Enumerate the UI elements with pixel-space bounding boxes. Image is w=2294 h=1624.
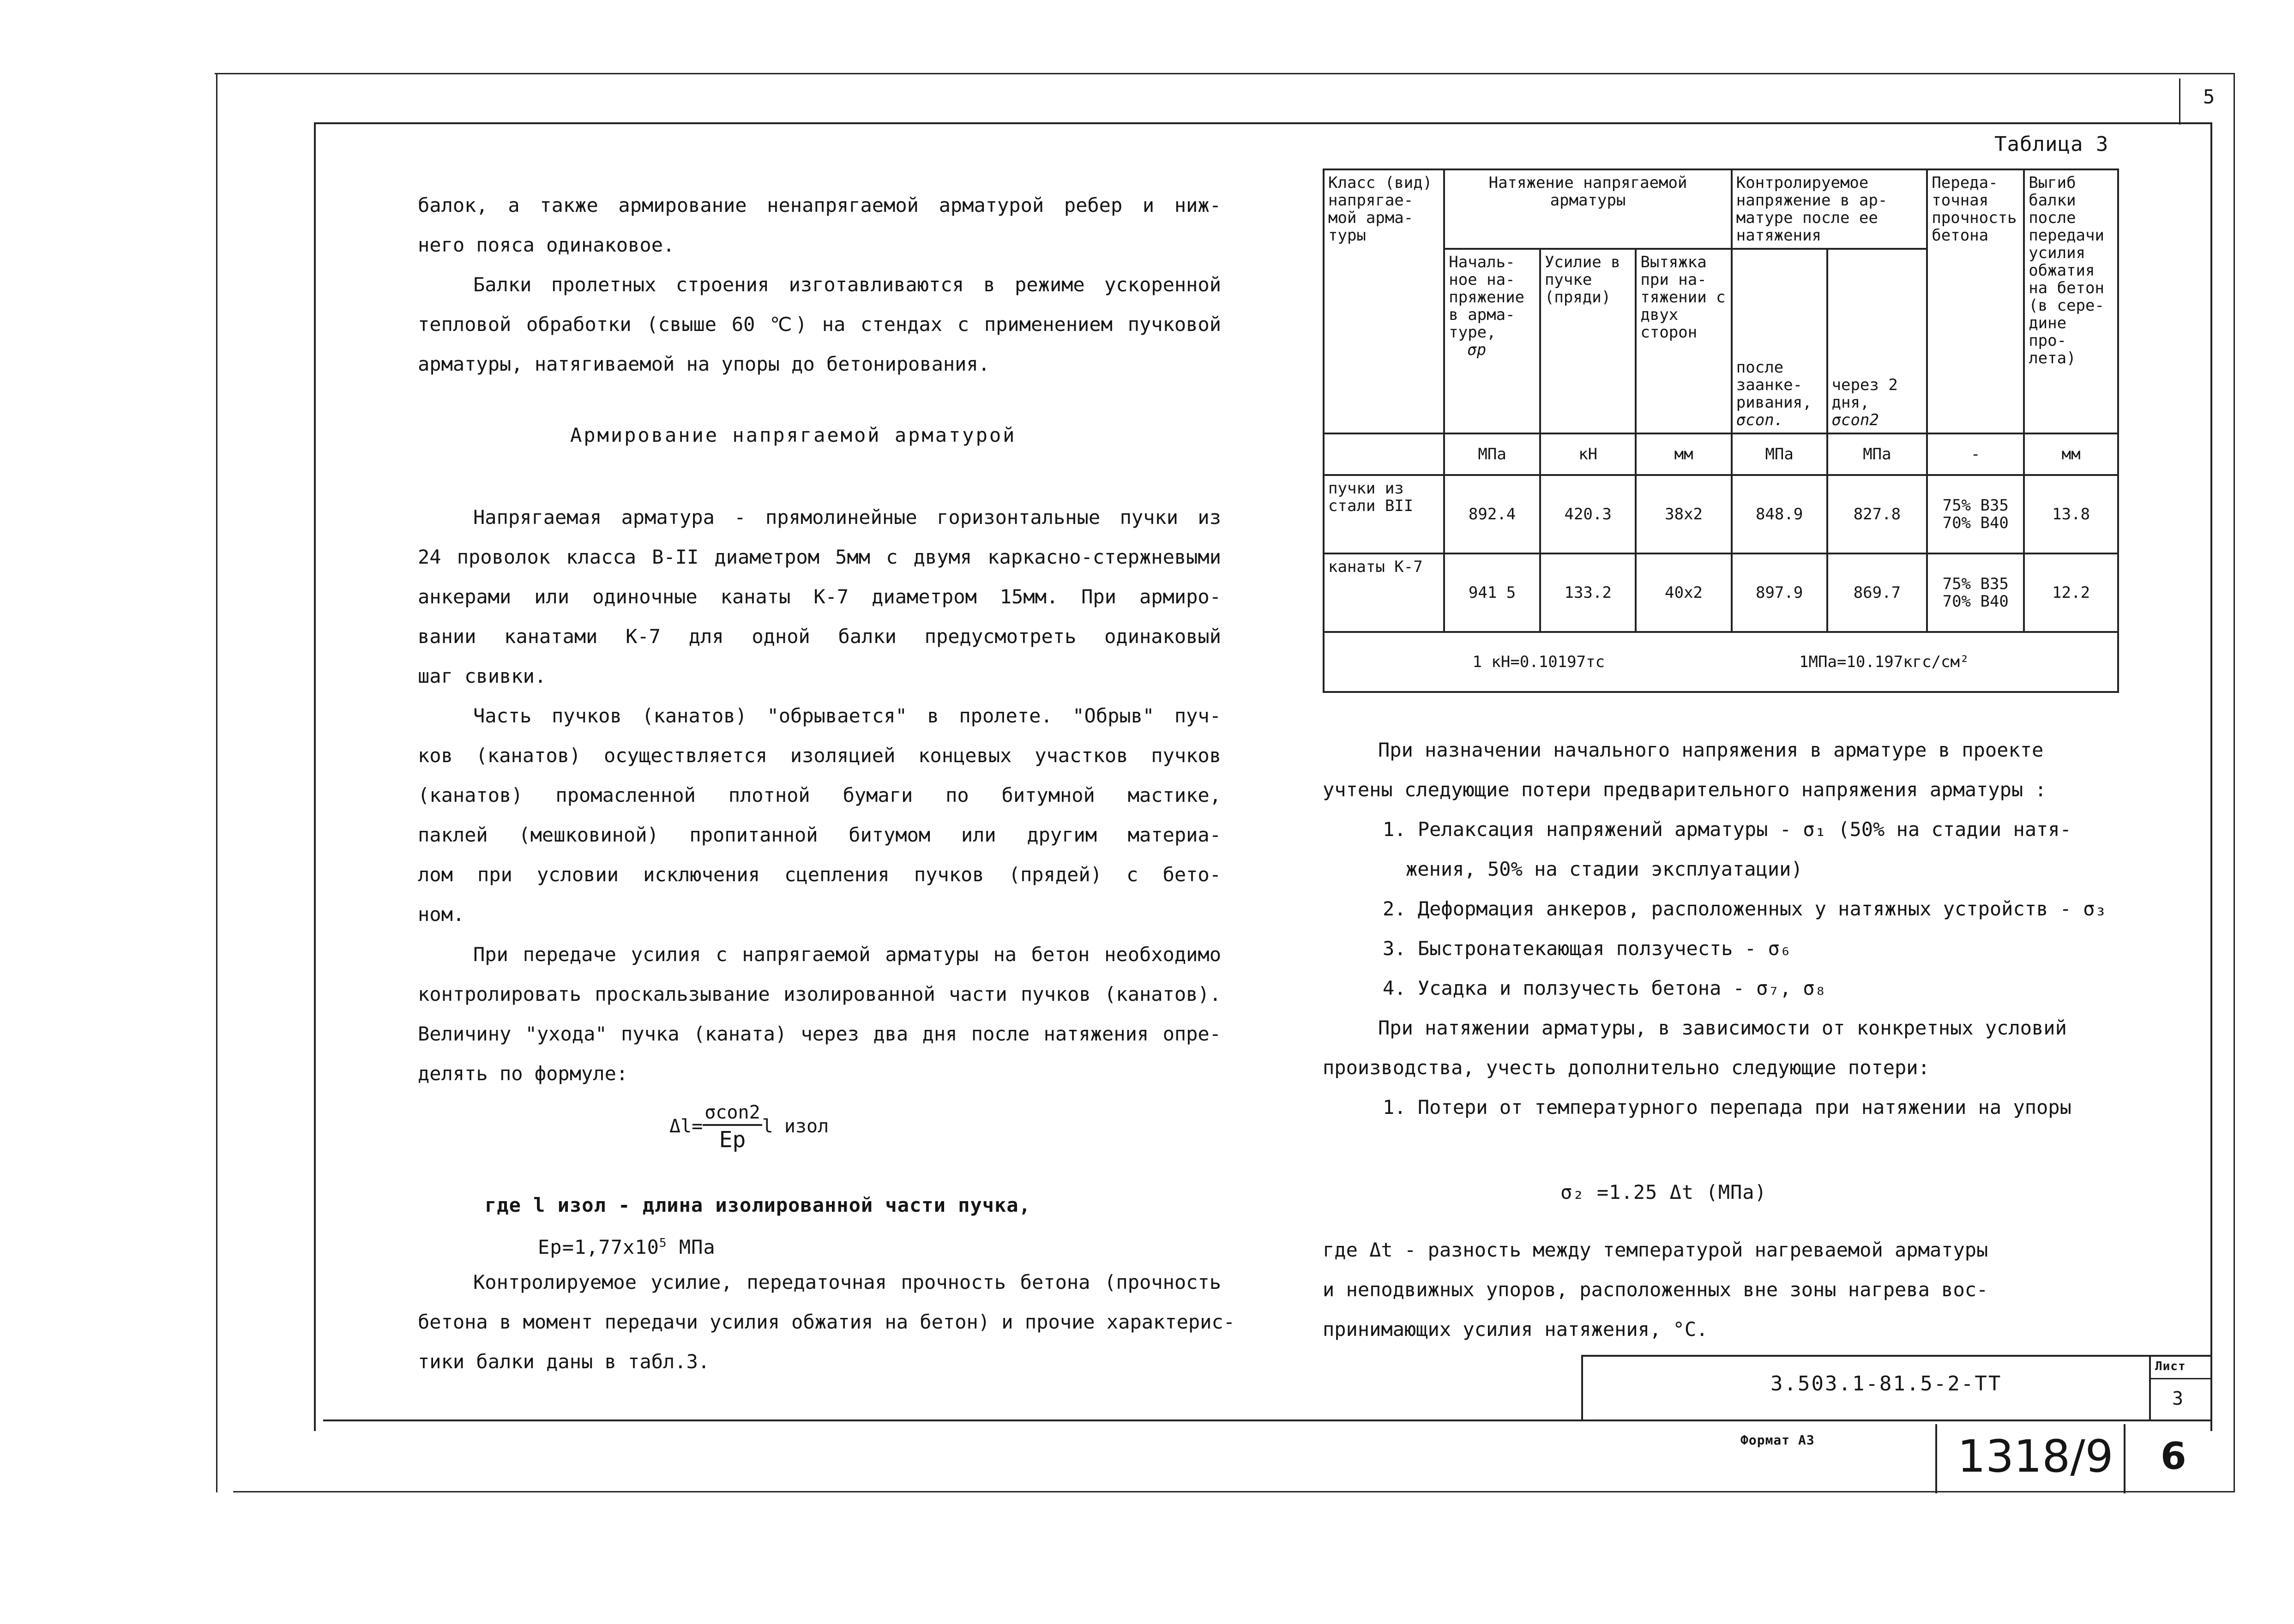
header-initial-symbol: σp (1467, 341, 1487, 359)
left-paragraph-6 (418, 1263, 1235, 1382)
header-after-symbol: σcon. (1736, 411, 1784, 429)
ep-line (538, 1223, 716, 1267)
text-line: При передаче усилия с напрягаемой арматуры на бетон необходимо (473, 943, 1221, 966)
list-item: 1. Потери от температурного перепада при натяжении на упоры (1383, 1096, 2071, 1119)
unit-cell: МПа (1827, 433, 1927, 475)
header-strength: Переда-точная прочность бетона (1927, 169, 2024, 433)
unit-cell: МПа (1732, 433, 1827, 475)
section-heading: Армирование напрягаемой арматурой (570, 424, 1017, 446)
archive-right-line (2124, 1424, 2125, 1493)
header-two-days (1827, 249, 1927, 433)
text-line: арматуры, натягиваемой на упоры до бетонирования. (418, 353, 990, 375)
text-line: При натяжении арматуры, в зависимости от конкретных условий (1378, 1017, 2067, 1039)
list-item: 3. Быстронатекающая ползучесть - σ₆ (1383, 937, 1792, 960)
format-label: Формат А3 (1740, 1432, 1815, 1448)
formula-numerator: σcon2 (703, 1101, 762, 1126)
list-item: 4. Усадка и ползучесть бетона - σ₇, σ₈ (1383, 977, 1826, 999)
units-empty (1324, 433, 1444, 475)
sigma2-formula: σ₂ =1.25 Δt (МПа) (1560, 1181, 1767, 1203)
unit-cell: кН (1540, 433, 1636, 475)
right-paragraph-1 (1323, 730, 2112, 810)
unit-cell: мм (1636, 433, 1731, 475)
header-class: Класс (вид) напрягае-мой арма-туры (1324, 169, 1444, 433)
text-line: шаг свивки. (418, 665, 547, 687)
frame-top-outer (215, 73, 2234, 74)
header-2days-label: через 2 дня, (1831, 376, 1898, 412)
header-force: Усилие в пучке (пряди) (1540, 249, 1636, 433)
cell-sigma-p: 892.4 (1444, 475, 1540, 553)
header-deflection: Выгиб балки после передачи усилия обжатия на бетон (в сере-дине про-лета) (2024, 169, 2118, 433)
stamp-sheet-divider (2149, 1355, 2151, 1420)
ep-exponent: 5 (659, 1236, 667, 1250)
header-elongation: Вытяжка при на-тяжении с двух сторон (1636, 249, 1731, 433)
text-line: При назначении начального напряжения в арматуре в проекте (1378, 739, 2044, 761)
text-line: Величину "ухода" пучка (каната) через два дня после натяжения опре- (418, 1023, 1221, 1045)
formula-lhs: Δl= (669, 1116, 703, 1137)
header-initial-stress (1444, 249, 1540, 433)
cell-strength (1927, 553, 2024, 632)
text-line: бетона в момент передачи усилия обжатия на бетон) и прочие характерис- (418, 1311, 1235, 1333)
text-line: (канатов) промасленной плотной бумаги по битумной мастике, (418, 784, 1221, 806)
table-3 (1323, 168, 2119, 693)
table-caption: Таблица 3 (1994, 132, 2109, 156)
text-line: производства, учесть дополнительно следующие потери: (1323, 1056, 1930, 1079)
sheet-label: Лист (2155, 1359, 2186, 1373)
stamp-sheet-line (2149, 1378, 2210, 1379)
ep-unit: МПа (679, 1236, 716, 1258)
text-line: паклей (мешковиной) пропитанной битумом или другим материа- (418, 824, 1221, 846)
text-line: Напрягаемая арматура - прямолинейные горизонтальные пучки из (473, 506, 1221, 529)
list-item: 1. Релаксация напряжений арматуры - σ₁ (50% на стадии натя- (1383, 818, 2071, 841)
ep-text: Ep=1,77x10 (538, 1236, 659, 1258)
cell-two-days: 869.7 (1827, 553, 1927, 632)
sheet-number: 3 (2172, 1388, 2184, 1409)
list-item: жения, 50% на стадии эксплуатации) (1406, 858, 1803, 880)
left-paragraph-5 (418, 935, 1221, 1094)
right-list-1 (1323, 810, 2112, 1008)
strength-line-2: 70% В40 (1942, 514, 2009, 532)
text-line: ков (канатов) осуществляется изоляцией концевых участков пучков (418, 744, 1221, 767)
strength-line-1: 75% В35 (1942, 496, 2009, 515)
stamp-left-line (1581, 1355, 1583, 1420)
row-name: канаты К-7 (1324, 553, 1444, 632)
cell-force: 420.3 (1540, 475, 1636, 553)
archive-number: 1318/9 (1957, 1431, 2113, 1482)
frame-left-outer (216, 73, 217, 1492)
footnote-mpa: 1МПа=10.197кгс/см² (1799, 653, 1969, 671)
text-line: тики балки даны в табл.3. (418, 1350, 710, 1373)
cell-deflection: 13.8 (2024, 475, 2118, 553)
text-line: ном. (418, 903, 465, 926)
formula-rhs: l изол (762, 1116, 829, 1137)
strength-line-2: 70% В40 (1942, 592, 2009, 611)
frame-bottom-outer (233, 1491, 2234, 1492)
cell-after: 848.9 (1732, 475, 1827, 553)
cell-after: 897.9 (1732, 553, 1827, 632)
text-line: тепловой обработки (свыше 60 ℃) на стендах с применением пучковой (418, 313, 1221, 336)
stamp-top-line (1581, 1355, 2211, 1357)
doc-code: 3.503.1-81.5-2-ТТ (1770, 1372, 2002, 1395)
cell-elongation: 40x2 (1636, 553, 1731, 632)
text-line: 24 проволок класса В-II диаметром 5мм с двумя каркасно-стержневыми (418, 546, 1221, 568)
table-row (1324, 475, 2118, 553)
text-line: вании канатами К-7 для одной балки предусмотреть одинаковый (418, 625, 1221, 648)
header-2days-symbol: σcon2 (1831, 411, 1879, 429)
text-line: Контролируемое усилие, передаточная прочность бетона (прочность (473, 1271, 1221, 1293)
header-initial-label: Началь-ное на-пряжение в арма-туре, (1449, 253, 1525, 342)
corner-divider (2179, 78, 2180, 125)
text-line: и неподвижных упоров, расположенных вне зоны нагрева вос- (1323, 1278, 1988, 1301)
text-line: принимающих усилия натяжения, °С. (1323, 1318, 1708, 1341)
unit-cell: МПа (1444, 433, 1540, 475)
cell-elongation: 38x2 (1636, 475, 1731, 553)
right-paragraph-3 (1323, 1230, 2112, 1349)
left-paragraph-4 (418, 696, 1221, 934)
cell-two-days: 827.8 (1827, 475, 1927, 553)
formula-fraction (703, 1101, 762, 1154)
table-row (1324, 553, 2118, 632)
where-line: где l изол - длина изолированной части пучка, (485, 1194, 1031, 1216)
text-line: балок, а также армирование ненапрягаемой арматурой ребер и ниж- (418, 194, 1221, 217)
page-number: 6 (2161, 1435, 2186, 1478)
text-line: него пояса одинаковое. (418, 234, 675, 256)
frame-left-inner (314, 122, 316, 1431)
list-item: 2. Деформация анкеров, расположенных у натяжных устройств - σ₃ (1383, 897, 2107, 920)
text-line: Часть пучков (канатов) "обрывается" в пролете. "Обрыв" пуч- (473, 704, 1221, 727)
header-after-anchoring (1732, 249, 1827, 433)
frame-top-inner (314, 122, 2211, 124)
cell-sigma-p: 941 5 (1444, 553, 1540, 632)
text-line: учтены следующие потери предварительного напряжения арматуры : (1323, 778, 2047, 801)
table-footnote (1324, 632, 2118, 692)
cell-strength (1927, 475, 2024, 553)
unit-cell: - (1927, 433, 2024, 475)
text-line: лом при условии исключения сцепления пучков (прядей) с бето- (418, 863, 1221, 886)
strength-line-1: 75% В35 (1942, 575, 2009, 593)
left-paragraph-2 (418, 265, 1221, 384)
header-control: Контролируемое напряжение в ар-матуре после ее натяжения (1732, 169, 1927, 249)
header-after-label: после заанке-ривания, (1736, 358, 1812, 412)
text-line: анкерами или одиночные канаты К-7 диаметром 15мм. При армиро- (418, 585, 1221, 608)
right-paragraph-2 (1323, 1008, 2112, 1088)
archive-left-line (1935, 1424, 1937, 1493)
left-paragraph-1 (418, 186, 1221, 265)
text-line: контролировать проскальзывание изолированной части пучков (канатов). (418, 983, 1221, 1005)
cell-force: 133.2 (1540, 553, 1636, 632)
frame-right-inner (2210, 122, 2212, 1431)
text-line: делять по формуле: (418, 1062, 628, 1085)
row-name: пучки из стали ВII (1324, 475, 1444, 553)
header-tension: Натяжение напрягаемой арматуры (1444, 169, 1732, 249)
unit-cell: мм (2024, 433, 2118, 475)
left-paragraph-3 (418, 498, 1221, 696)
frame-bottom-inner (323, 1419, 2212, 1421)
corner-number: 5 (2203, 85, 2216, 108)
frame-right-outer (2234, 73, 2235, 1492)
right-list-2 (1323, 1088, 2112, 1127)
formula-denominator: Ep (719, 1127, 746, 1153)
formula-delta-l (669, 1101, 829, 1154)
cell-deflection: 12.2 (2024, 553, 2118, 632)
footnote-kn: 1 кН=0.10197тс (1472, 653, 1605, 671)
text-line: Балки пролетных строения изготавливаются в режиме ускоренной (473, 273, 1221, 296)
text-line: где Δt - разность между температурой нагреваемой арматуры (1323, 1239, 1988, 1261)
